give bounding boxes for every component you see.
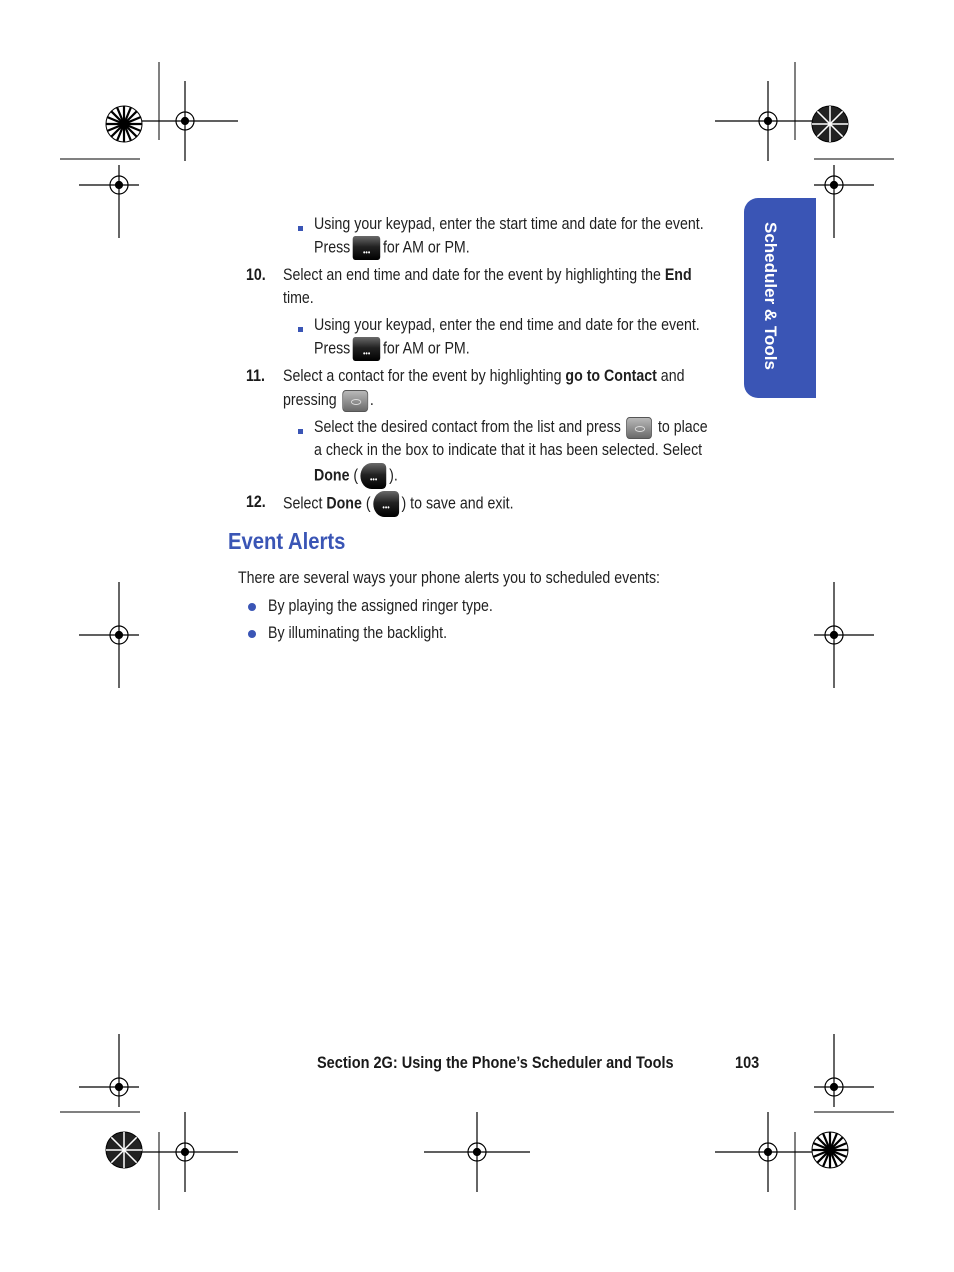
star-target-icon: [106, 106, 142, 142]
list-item: By playing the assigned ringer type.: [268, 597, 493, 615]
ok-key-icon: [342, 390, 368, 412]
bullet-square: [298, 226, 303, 231]
step9-bullet-line1: Using your keypad, enter the start time and date for the event.: [314, 215, 704, 233]
list-item: By illuminating the backlight.: [268, 624, 448, 642]
step10-bullet-line1: Using your keypad, enter the end time and date for the event.: [314, 316, 700, 334]
step10-line1: Select an end time and date for the event by highlighting the End: [283, 266, 692, 284]
step11-line2: pressing .: [283, 389, 374, 412]
step-number: 11.: [246, 367, 265, 385]
chapter-tab: [744, 198, 816, 398]
done-softkey-icon: [373, 491, 399, 517]
step-number: 12.: [246, 493, 266, 511]
bullet-dot: [248, 603, 256, 611]
ok-key-icon: [626, 417, 652, 439]
step10-bullet-line2: Press••• for AM or PM.: [314, 337, 470, 361]
page-number: 103: [735, 1054, 760, 1072]
step11-line1: Select a contact for the event by highlighting go to Contact and: [283, 367, 685, 385]
menu-softkey-icon: [353, 236, 381, 260]
bullet-square: [298, 429, 303, 434]
footer-section-title: Section 2G: Using the Phone’s Scheduler and Tools: [317, 1054, 674, 1072]
menu-softkey-icon: [353, 337, 381, 361]
section-intro: There are several ways your phone alerts you to scheduled events:: [238, 569, 661, 587]
step9-bullet-line2: Press••• for AM or PM.: [314, 236, 470, 260]
step11-bullet-line1: Select the desired contact from the list and press to place: [314, 416, 708, 439]
step-number: 10.: [246, 266, 266, 284]
step11-bullet-line3: Done (••• ).: [314, 463, 398, 489]
star-target-icon: [812, 106, 848, 142]
step12-line1: Select Done (••• ) to save and exit.: [283, 491, 514, 517]
section-heading: Event Alerts: [228, 528, 346, 554]
bullet-square: [298, 327, 303, 332]
star-target-icon: [106, 1132, 142, 1168]
chapter-tab-label: Scheduler & Tools: [761, 222, 780, 370]
step11-bullet-line2: a check in the box to indicate that it has been selected. Select: [314, 441, 703, 459]
bullet-dot: [248, 630, 256, 638]
step10-line2: time.: [283, 289, 314, 307]
done-softkey-icon: [361, 463, 387, 489]
star-target-icon: [812, 1132, 848, 1168]
